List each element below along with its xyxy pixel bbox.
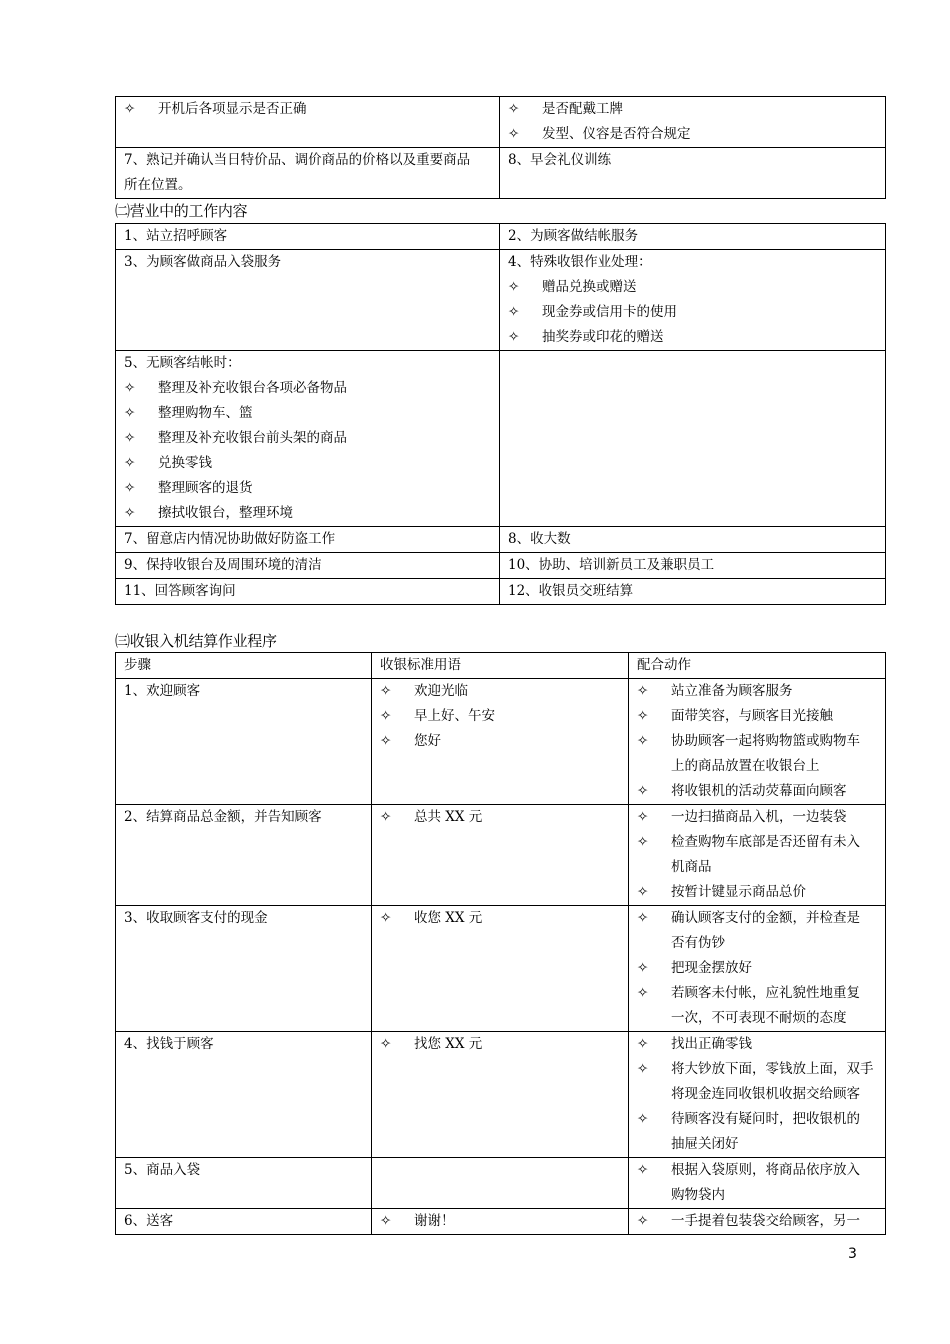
table-row — [116, 250, 886, 351]
diamond-bullet-icon: ✧ — [380, 733, 392, 749]
bullet-item: ✧ 检查购物车底部是否还留有未入 机商品 — [637, 830, 877, 880]
prep-table — [115, 96, 886, 199]
diamond-bullet-icon: ✧ — [637, 910, 649, 926]
diamond-bullet-icon: ✧ — [508, 304, 520, 320]
diamond-bullet-icon: ✧ — [637, 1111, 649, 1127]
bullet-item: ✧ 兑换零钱 — [124, 451, 491, 476]
bullet-item: ✧ 面带笑容，与顾客目光接触 — [637, 704, 877, 729]
section-title: ㈡营业中的工作内容 — [115, 202, 248, 220]
checkout-procedure-table — [115, 652, 886, 1235]
bullet-item: ✧ 现金券或信用卡的使用 — [508, 300, 877, 325]
bullet-item: ✧ 若顾客未付帐，应礼貌性地重复 一次，不可表现不耐烦的态度 — [637, 981, 877, 1031]
diamond-bullet-icon: ✧ — [637, 985, 649, 1001]
bullet-item: ✧ 擦拭收银台，整理环境 — [124, 501, 491, 526]
diamond-bullet-icon: ✧ — [380, 809, 392, 825]
step-cell: 2、结算商品总金额，并告知顾客 — [116, 805, 372, 906]
bullet-item: ✧ 整理购物车、篮 — [124, 401, 491, 426]
bullet-item: ✧ 把现金摆放好 — [637, 956, 877, 981]
bullet-item: ✧ 欢迎光临 — [380, 679, 620, 704]
operations-table — [115, 223, 886, 605]
diamond-bullet-icon: ✧ — [637, 783, 649, 799]
bullet-item: ✧ 找出正确零钱 — [637, 1032, 877, 1057]
table-cell — [500, 351, 886, 527]
bullet-item: ✧ 是否配戴工牌 — [508, 97, 877, 122]
diamond-bullet-icon: ✧ — [124, 380, 136, 396]
bullet-item: ✧ 开机后各项显示是否正确 — [124, 97, 491, 122]
diamond-bullet-icon: ✧ — [124, 480, 136, 496]
table-row — [116, 679, 886, 805]
table-cell: 12、收银员交班结算 — [500, 579, 886, 605]
table-cell: 4、特殊收银作业处理： ✧ 赠品兑换或赠送 ✧ 现金券或信用卡的使用 ✧ 抽奖券或印花的赠送 — [500, 250, 886, 351]
column-header: 步骤 — [116, 653, 372, 679]
diamond-bullet-icon: ✧ — [124, 430, 136, 446]
table-row — [116, 805, 886, 906]
bullet-item: ✧ 根据入袋原则，将商品依序放入 购物袋内 — [637, 1158, 877, 1208]
diamond-bullet-icon: ✧ — [637, 960, 649, 976]
bullet-item: ✧ 按暂计键显示商品总价 — [637, 880, 877, 905]
action-cell — [629, 906, 886, 1032]
table-row — [116, 148, 886, 199]
bullet-item: ✧ 整理及补充收银台各项必备物品 — [124, 376, 491, 401]
diamond-bullet-icon: ✧ — [637, 834, 649, 850]
table-cell: 7、留意店内情况协助做好防盗工作 — [116, 527, 500, 553]
bullet-item: ✧ 站立准备为顾客服务 — [637, 679, 877, 704]
diamond-bullet-icon: ✧ — [637, 1213, 649, 1229]
bullet-item: ✧ 找您 XX 元 — [380, 1032, 620, 1057]
bullet-item: ✧ 协助顾客一起将购物篮或购物车 上的商品放置在收银台上 — [637, 729, 877, 779]
diamond-bullet-icon: ✧ — [637, 1061, 649, 1077]
table-row — [116, 224, 886, 250]
table-cell: 5、无顾客结帐时： ✧ 整理及补充收银台各项必备物品 ✧ 整理购物车、篮 ✧ 整理及补充收银台前头架的商品 ✧ 兑换零钱 ✧ 整理顾客的退货 ✧ 擦拭收银台，整理环境 — [116, 351, 500, 527]
table-cell: 8、早会礼仪训练 — [500, 148, 886, 199]
bullet-item: ✧ 待顾客没有疑问时，把收银机的 抽屉关闭好 — [637, 1107, 877, 1157]
phrase-cell — [372, 805, 629, 906]
diamond-bullet-icon: ✧ — [124, 405, 136, 421]
diamond-bullet-icon: ✧ — [637, 1036, 649, 1052]
action-cell — [629, 679, 886, 805]
table-cell: 11、回答顾客询问 — [116, 579, 500, 605]
bullet-item: ✧ 您好 — [380, 729, 620, 754]
diamond-bullet-icon: ✧ — [508, 101, 520, 117]
diamond-bullet-icon: ✧ — [637, 809, 649, 825]
phrase-cell — [372, 1158, 629, 1209]
table-row — [116, 1032, 886, 1158]
step-cell: 1、欢迎顾客 — [116, 679, 372, 805]
bullet-item: ✧ 将大钞放下面，零钱放上面，双手 将现金连同收银机收据交给顾客 — [637, 1057, 877, 1107]
table-cell: 3、为顾客做商品入袋服务 — [116, 250, 500, 351]
bullet-item: ✧ 整理及补充收银台前头架的商品 — [124, 426, 491, 451]
diamond-bullet-icon: ✧ — [124, 455, 136, 471]
table-row — [116, 97, 886, 148]
step-cell: 5、商品入袋 — [116, 1158, 372, 1209]
column-header: 配合动作 — [629, 653, 886, 679]
diamond-bullet-icon: ✧ — [637, 1162, 649, 1178]
bullet-item: ✧ 将收银机的活动荧幕面向顾客 — [637, 779, 877, 804]
step-cell: 4、找钱于顾客 — [116, 1032, 372, 1158]
table-cell: 10、协助、培训新员工及兼职员工 — [500, 553, 886, 579]
diamond-bullet-icon: ✧ — [637, 884, 649, 900]
table-cell: 9、保持收银台及周围环境的清洁 — [116, 553, 500, 579]
diamond-bullet-icon: ✧ — [380, 910, 392, 926]
section-title: ㈢收银入机结算作业程序 — [115, 632, 277, 650]
action-cell — [629, 1158, 886, 1209]
action-cell — [629, 805, 886, 906]
diamond-bullet-icon: ✧ — [380, 1036, 392, 1052]
table-row — [116, 527, 886, 553]
phrase-cell — [372, 1209, 629, 1235]
bullet-item: ✧ 总共 XX 元 — [380, 805, 620, 830]
phrase-cell — [372, 1032, 629, 1158]
table-cell — [500, 97, 886, 148]
phrase-cell — [372, 679, 629, 805]
diamond-bullet-icon: ✧ — [380, 683, 392, 699]
diamond-bullet-icon: ✧ — [508, 279, 520, 295]
bullet-item: ✧ 一边扫描商品入机，一边装袋 — [637, 805, 877, 830]
bullet-item: ✧ 确认顾客支付的金额，并检查是 否有伪钞 — [637, 906, 877, 956]
diamond-bullet-icon: ✧ — [508, 329, 520, 345]
bullet-item: ✧ 谢谢！ — [380, 1209, 620, 1234]
bullet-item: ✧ 抽奖券或印花的赠送 — [508, 325, 877, 350]
bullet-item: ✧ 赠品兑换或赠送 — [508, 275, 877, 300]
table-cell: 2、为顾客做结帐服务 — [500, 224, 886, 250]
table-cell: 1、站立招呼顾客 — [116, 224, 500, 250]
bullet-item: ✧ 一手提着包装袋交给顾客，另一 — [637, 1209, 877, 1234]
column-header: 收银标准用语 — [372, 653, 629, 679]
bullet-item: ✧ 早上好、午安 — [380, 704, 620, 729]
step-cell: 6、送客 — [116, 1209, 372, 1235]
table-cell: 7、熟记并确认当日特价品、调价商品的价格以及重要商品 所在位置。 — [116, 148, 500, 199]
table-header-row — [116, 653, 886, 679]
action-cell — [629, 1209, 886, 1235]
diamond-bullet-icon: ✧ — [637, 708, 649, 724]
table-row — [116, 579, 886, 605]
bullet-item: ✧ 收您 XX 元 — [380, 906, 620, 931]
action-cell — [629, 1032, 886, 1158]
table-row — [116, 1158, 886, 1209]
phrase-cell — [372, 906, 629, 1032]
diamond-bullet-icon: ✧ — [637, 683, 649, 699]
diamond-bullet-icon: ✧ — [637, 733, 649, 749]
step-cell: 3、收取顾客支付的现金 — [116, 906, 372, 1032]
table-row — [116, 1209, 886, 1235]
table-row — [116, 906, 886, 1032]
table-row — [116, 351, 886, 527]
table-row — [116, 553, 886, 579]
diamond-bullet-icon: ✧ — [124, 101, 136, 117]
diamond-bullet-icon: ✧ — [380, 708, 392, 724]
diamond-bullet-icon: ✧ — [124, 505, 136, 521]
diamond-bullet-icon: ✧ — [508, 126, 520, 142]
page-number: 3 — [848, 1246, 857, 1262]
diamond-bullet-icon: ✧ — [380, 1213, 392, 1229]
bullet-item: ✧ 发型、仪容是否符合规定 — [508, 122, 877, 147]
table-cell: 8、收大数 — [500, 527, 886, 553]
table-cell — [116, 97, 500, 148]
bullet-item: ✧ 整理顾客的退货 — [124, 476, 491, 501]
